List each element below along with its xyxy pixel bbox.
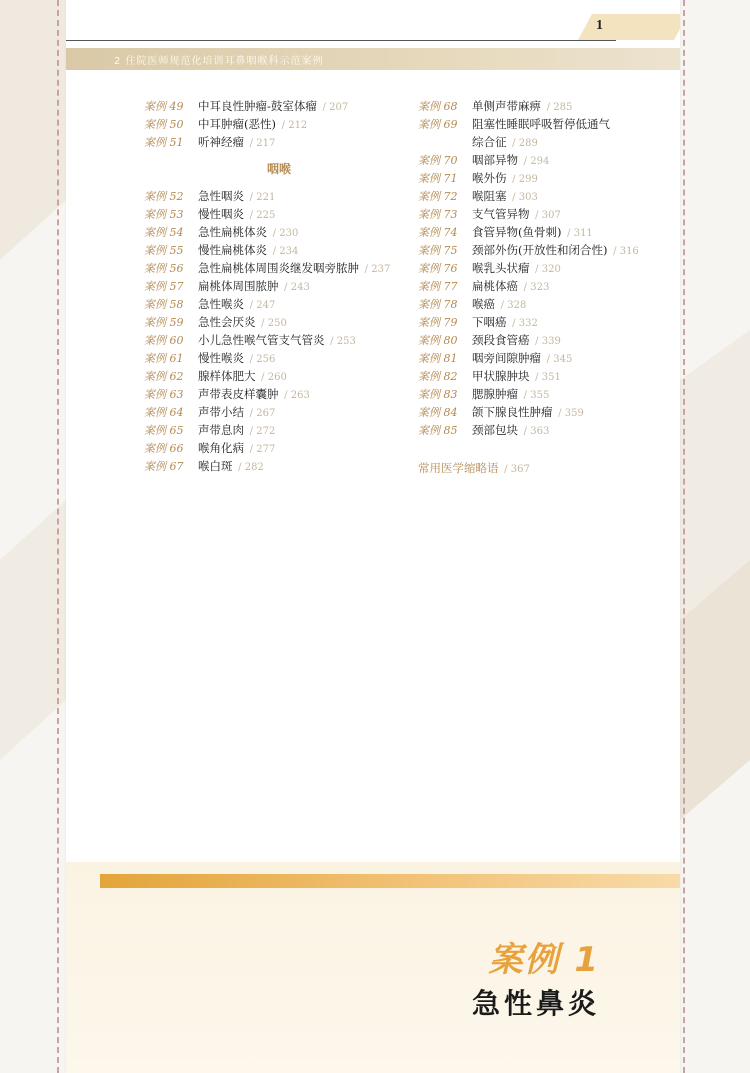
- page-ref: / 332: [512, 318, 538, 329]
- page-ref: / 307: [535, 210, 561, 221]
- case-title: 腺样体肥大: [198, 369, 256, 383]
- page-ref-number: 282: [244, 462, 264, 473]
- toc-entry-abbreviations[interactable]: 常用医学缩略语 / 367: [418, 461, 530, 475]
- page-ref: / 323: [523, 282, 550, 293]
- page-ref: / 256: [249, 354, 276, 365]
- page-ref-number: 237: [371, 264, 391, 275]
- page-ref-number: 207: [329, 102, 349, 113]
- toc-entry[interactable]: [144, 367, 414, 385]
- case-title: 声带小结: [198, 405, 244, 419]
- toc-entry[interactable]: [418, 169, 639, 187]
- page-ref-number: 212: [288, 120, 308, 131]
- case-number: 案例 59: [144, 316, 184, 329]
- toc-entry[interactable]: [418, 349, 639, 367]
- case-title: 急性扁桃体周围炎继发咽旁脓肿: [198, 261, 359, 275]
- case-number: 案例 50: [144, 118, 184, 131]
- case-title: 颈段食管癌: [472, 333, 530, 347]
- case-number: 案例 51: [144, 136, 184, 149]
- page-ref: / 243: [284, 282, 310, 293]
- toc-entry[interactable]: [418, 133, 639, 151]
- case-number: 案例 73: [418, 208, 458, 221]
- chapter-opener: [66, 862, 680, 1073]
- case-title: 支气管异物: [472, 207, 530, 221]
- case-number: 案例 63: [144, 388, 184, 401]
- page-ref-number: 307: [541, 210, 561, 221]
- page-ref: / 345: [546, 354, 573, 365]
- page-ref: / 250: [261, 318, 287, 329]
- section-heading: 咽喉: [266, 162, 291, 176]
- page-ref: / 230: [272, 228, 299, 239]
- toc-entry[interactable]: [144, 403, 414, 421]
- left-dashed-margin: [57, 0, 59, 1073]
- toc-entry[interactable]: [144, 97, 414, 115]
- page-ref: / 351: [535, 372, 561, 383]
- page-ref-number: 316: [619, 246, 639, 257]
- toc-entry[interactable]: [418, 367, 639, 385]
- page-ref-number: 328: [507, 300, 527, 311]
- page-ref-number: 277: [256, 444, 276, 455]
- case-title: 腮腺肿瘤: [472, 387, 518, 401]
- case-title: 声带息肉: [198, 423, 244, 437]
- page-ref-number: 294: [530, 156, 550, 167]
- page-ref: / 359: [558, 408, 584, 419]
- abbreviations-title: 常用医学缩略语: [418, 461, 499, 475]
- page-ref-number: 250: [267, 318, 287, 329]
- case-number: 案例 53: [144, 208, 184, 221]
- case-title: 综合征: [472, 135, 507, 149]
- toc-entry[interactable]: [144, 295, 414, 313]
- toc-entry[interactable]: [418, 295, 639, 313]
- page-ref: / 299: [512, 174, 538, 185]
- case-number: 案例 82: [418, 370, 458, 383]
- case-number: 案例 57: [144, 280, 184, 293]
- case-number: 案例 80: [418, 334, 458, 347]
- case-title: 慢性喉炎: [198, 351, 244, 365]
- toc-entry[interactable]: [418, 97, 639, 115]
- case-number: 案例 61: [144, 352, 184, 365]
- case-title: 甲状腺肿块: [472, 369, 530, 383]
- page-ref: / 316: [613, 246, 639, 257]
- chapter-orange-bar: [100, 874, 680, 888]
- toc-entry[interactable]: [144, 115, 414, 133]
- page-ref: / 234: [272, 246, 299, 257]
- toc-entry[interactable]: [144, 277, 414, 295]
- page-ref-number: 299: [518, 174, 538, 185]
- toc-entry[interactable]: [144, 331, 414, 349]
- case-number: 案例 52: [144, 190, 184, 203]
- page-ref: / 221: [249, 192, 276, 203]
- case-title: 喉白斑: [198, 459, 233, 473]
- case-number: 案例 55: [144, 244, 184, 257]
- case-number: 案例 60: [144, 334, 184, 347]
- page-ref: / 260: [261, 372, 287, 383]
- toc-entry[interactable]: [144, 133, 414, 151]
- toc-entry[interactable]: [144, 457, 414, 475]
- page-ref-number: 339: [541, 336, 561, 347]
- case-title: 食管异物(鱼骨刺): [472, 225, 562, 239]
- page-ref-number: 253: [336, 336, 356, 347]
- case-title: 喉乳头状瘤: [472, 261, 530, 275]
- right-dashed-margin: [683, 0, 685, 1073]
- case-title: 急性会厌炎: [198, 315, 256, 329]
- toc-left-column: [144, 97, 414, 475]
- toc-entry[interactable]: [418, 241, 639, 259]
- case-title: 急性喉炎: [198, 297, 244, 311]
- page-ref-number: 256: [256, 354, 276, 365]
- case-title: 喉癌: [472, 297, 495, 311]
- running-head: [66, 48, 680, 70]
- page-ref: / 277: [249, 444, 276, 455]
- toc-entry[interactable]: [144, 223, 414, 241]
- case-title: 颈部外伤(开放性和闭合性): [472, 243, 608, 257]
- case-number: 案例 54: [144, 226, 184, 239]
- case-number: 案例 64: [144, 406, 184, 419]
- case-title: 慢性咽炎: [198, 207, 244, 221]
- case-number: 案例 70: [418, 154, 458, 167]
- chapter-label: 案例 1: [488, 940, 600, 980]
- case-number: 案例 66: [144, 442, 184, 455]
- page-ref-number: 351: [541, 372, 561, 383]
- case-number: 案例 81: [418, 352, 458, 365]
- case-title: 颈部包块: [472, 423, 518, 437]
- toc-entry[interactable]: [418, 115, 639, 133]
- page-ref: / 285: [546, 102, 573, 113]
- page-ref-number: 272: [256, 426, 276, 437]
- page-ref: / 225: [249, 210, 276, 221]
- page-ref: / 328: [500, 300, 527, 311]
- toc-entry[interactable]: [418, 277, 639, 295]
- case-title: 咽部异物: [472, 153, 518, 167]
- page-ref: / 272: [249, 426, 276, 437]
- toc-entry[interactable]: [418, 403, 639, 421]
- page-ref-number: 260: [267, 372, 287, 383]
- case-number: 案例 84: [418, 406, 458, 419]
- chapter-title: 急性鼻炎: [471, 987, 600, 1020]
- page-ref-number: 303: [518, 192, 538, 203]
- case-title: 颌下腺良性肿瘤: [472, 405, 553, 419]
- page-ref-number: 243: [290, 282, 310, 293]
- page-ref-number: 311: [573, 228, 593, 239]
- page-ref-number: 217: [256, 138, 276, 149]
- page-ref-number: 285: [553, 102, 573, 113]
- toc-entry[interactable]: [144, 241, 414, 259]
- page-ref: / 363: [523, 426, 550, 437]
- toc-entry[interactable]: [144, 313, 414, 331]
- case-title: 中耳肿瘤(恶性): [198, 117, 276, 131]
- page-number-tab: [578, 14, 680, 40]
- page-ref-number: 345: [553, 354, 573, 365]
- case-title: 扁桃体周围脓肿: [198, 279, 279, 293]
- toc-entry[interactable]: [418, 223, 639, 241]
- case-title: 中耳良性肿瘤-鼓室体瘤: [198, 99, 317, 113]
- case-number: 案例 65: [144, 424, 184, 437]
- running-head-text: 2 住院医师规范化培训耳鼻咽喉科示范案例: [114, 56, 324, 67]
- page-ref-number: 320: [541, 264, 561, 275]
- case-number: 案例 68: [418, 100, 458, 113]
- case-number: 案例 76: [418, 262, 458, 275]
- page-ref: / 237: [364, 264, 391, 275]
- case-title: 小儿急性喉气管支气管炎: [198, 333, 325, 347]
- case-number: 案例 71: [418, 172, 458, 185]
- page-ref: / 289: [512, 138, 538, 149]
- page-ref: / 253: [330, 336, 356, 347]
- page-ref: / 267: [249, 408, 276, 419]
- case-title: 扁桃体癌: [472, 279, 518, 293]
- toc-right-column: [418, 97, 639, 439]
- toc-entry[interactable]: [418, 421, 639, 439]
- toc-entry[interactable]: [144, 187, 414, 205]
- page-ref: / 263: [284, 390, 310, 401]
- toc-entry[interactable]: [144, 349, 414, 367]
- case-title: 喉阻塞: [472, 189, 507, 203]
- toc-entry[interactable]: [418, 151, 639, 169]
- case-number: 案例 79: [418, 316, 458, 329]
- case-number: 案例 75: [418, 244, 458, 257]
- case-number: 案例 72: [418, 190, 458, 203]
- case-title: 咽旁间隙肿瘤: [472, 351, 541, 365]
- page-number: 1: [596, 18, 603, 33]
- toc-entry[interactable]: [418, 205, 639, 223]
- page-ref-number: 363: [530, 426, 550, 437]
- case-title: 喉角化病: [198, 441, 244, 455]
- page-ref: / 355: [523, 390, 550, 401]
- case-title: 下咽癌: [472, 315, 507, 329]
- page-ref: / 311: [567, 228, 593, 239]
- page-ref-number: 234: [279, 246, 299, 257]
- header-rule: [66, 40, 616, 41]
- toc-entry[interactable]: [144, 259, 414, 277]
- page-ref-number: 355: [530, 390, 550, 401]
- case-title: 喉外伤: [472, 171, 507, 185]
- page-ref: / 207: [322, 102, 349, 113]
- toc-entry[interactable]: [418, 313, 639, 331]
- page-ref: / 339: [535, 336, 561, 347]
- toc-entry[interactable]: [144, 421, 414, 439]
- page-ref: / 303: [512, 192, 538, 203]
- case-title: 声带表皮样囊肿: [198, 387, 279, 401]
- case-number: 案例 74: [418, 226, 458, 239]
- page-ref-number: 230: [279, 228, 299, 239]
- toc-entry[interactable]: [418, 331, 639, 349]
- page-ref: / 294: [523, 156, 550, 167]
- page-ref: / 247: [249, 300, 276, 311]
- case-number: 案例 85: [418, 424, 458, 437]
- case-title: 慢性扁桃体炎: [198, 243, 267, 257]
- case-title: 单侧声带麻痹: [472, 99, 541, 113]
- case-number: 案例 78: [418, 298, 458, 311]
- page-ref-number: 225: [256, 210, 276, 221]
- case-number: 案例 49: [144, 100, 184, 113]
- case-title: 阻塞性睡眠呼吸暂停低通气: [472, 117, 610, 131]
- page-ref-number: 323: [530, 282, 550, 293]
- toc-entry[interactable]: [144, 439, 414, 457]
- page-ref-number: 247: [256, 300, 276, 311]
- page-ref: / 282: [238, 462, 264, 473]
- case-number: 案例 62: [144, 370, 184, 383]
- toc-entry[interactable]: [418, 259, 639, 277]
- case-title: 听神经瘤: [198, 135, 244, 149]
- page-ref: / 217: [249, 138, 276, 149]
- case-number: 案例 67: [144, 460, 184, 473]
- abbreviations-page: 367: [510, 464, 530, 475]
- case-number: 案例 83: [418, 388, 458, 401]
- toc-entry[interactable]: [418, 187, 639, 205]
- book-page: [66, 0, 680, 1073]
- page-ref-number: 359: [564, 408, 584, 419]
- page-ref-number: 263: [290, 390, 310, 401]
- page-ref: / 320: [535, 264, 561, 275]
- toc-entry[interactable]: [418, 385, 639, 403]
- page-ref-number: 289: [518, 138, 538, 149]
- case-number: 案例 58: [144, 298, 184, 311]
- page-ref-number: 221: [256, 192, 276, 203]
- case-number: 案例 77: [418, 280, 458, 293]
- case-title: 急性咽炎: [198, 189, 244, 203]
- case-number: 案例 69: [418, 118, 458, 131]
- page-ref-number: 332: [518, 318, 538, 329]
- page-ref: / 212: [281, 120, 308, 131]
- case-number: 案例 56: [144, 262, 184, 275]
- page-ref-number: 267: [256, 408, 276, 419]
- toc-entry[interactable]: [144, 205, 414, 223]
- case-title: 急性扁桃体炎: [198, 225, 267, 239]
- toc-entry[interactable]: [144, 385, 414, 403]
